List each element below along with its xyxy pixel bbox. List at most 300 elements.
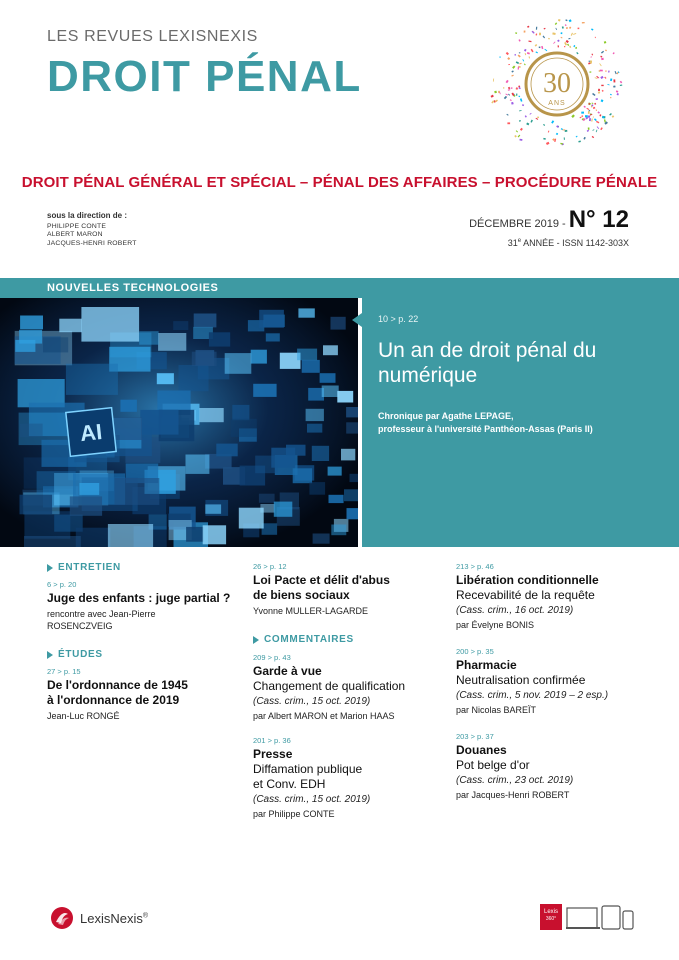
confetti-piece [506,80,509,83]
confetti-piece [539,47,541,49]
confetti-piece [520,98,523,101]
confetti-piece [558,19,561,21]
confetti-piece [601,51,604,54]
feature-pointer [352,313,362,327]
confetti-piece [503,87,504,88]
confetti-piece [573,45,575,47]
article-author: par Nicolas BAREÏT [456,705,537,715]
confetti-piece [516,87,519,90]
confetti-piece [516,94,517,96]
confetti-piece [552,32,555,35]
confetti-piece [609,113,612,116]
confetti-piece [511,75,513,77]
confetti-piece [596,121,599,124]
confetti-piece [539,33,541,36]
article-subtitle: Diffamation publique [253,762,363,776]
confetti-piece [507,122,510,124]
confetti-piece [569,27,571,29]
confetti-piece [506,52,509,55]
publisher-brand [50,906,148,930]
confetti-piece [593,116,594,117]
confetti-piece [508,64,510,65]
screen-tile [225,353,252,374]
confetti-piece [598,89,600,91]
confetti-piece [585,115,588,117]
confetti-piece [516,130,518,132]
screen-tile [323,345,338,355]
confetti-piece [563,129,566,130]
article-subtitle: Pot belge d'or [456,758,530,772]
screen-tile [232,405,249,420]
confetti-piece [536,118,539,120]
confetti-piece [491,100,494,103]
ai-label: AI [78,418,104,447]
screen-tile [298,308,314,317]
confetti-piece [573,33,576,35]
confetti-piece [592,129,594,131]
confetti-piece [604,41,607,44]
editorial-direction [47,212,137,248]
issn-text: ANNÉE - ISSN 1142-303X [521,238,629,248]
confetti-piece [569,46,571,48]
confetti-piece [592,93,595,96]
screen-tile [328,467,342,476]
confetti-piece [610,78,612,81]
confetti-piece [505,94,508,96]
confetti-piece [535,51,537,53]
confetti-piece [556,133,558,135]
article-author: par Évelyne BONIS [456,620,535,630]
confetti-piece [581,115,583,117]
confetti-piece [537,117,539,119]
confetti-piece [548,38,550,39]
confetti-piece [535,44,538,47]
brand-name [80,911,148,926]
confetti-piece [591,118,593,121]
screen-tile [43,337,68,352]
feature-category: NOUVELLES TECHNOLOGIES [47,282,219,294]
confetti-piece [529,113,531,115]
triangle-icon [47,564,53,572]
feature-author [378,410,668,436]
confetti-piece [508,89,511,91]
confetti-piece [519,139,522,141]
screen-tile [24,536,81,547]
confetti-piece [605,50,607,52]
confetti-piece [586,108,589,110]
screen-tile [194,314,217,328]
confetti-piece [600,127,603,130]
confetti-piece [524,31,526,33]
screen-tile [313,534,330,544]
confetti-piece [565,24,567,26]
screen-tile [205,504,221,513]
article-ref: 200 > p. 35 [456,647,494,656]
confetti-piece [569,19,572,22]
confetti-piece [594,118,597,121]
confetti-piece [556,125,559,128]
confetti-piece [564,42,567,46]
issue-date: DÉCEMBRE 2019 - [469,218,566,230]
confetti-piece [590,60,592,63]
confetti-piece [613,52,615,54]
confetti-piece [571,33,573,36]
article-ref: 213 > p. 46 [456,562,494,571]
feature-title[interactable]: Un an de droit pénal du numérique [378,339,597,387]
confetti-piece [604,119,606,122]
article-title[interactable]: Loi Pacte et délit d'abus [253,573,390,587]
lexis360-badge [540,904,562,930]
article-author: Jean-Luc RONGÉ [47,711,120,721]
screen-tile [76,528,111,547]
confetti-piece [562,26,564,28]
screen-tile [81,307,139,342]
confetti-piece [599,63,601,66]
confetti-piece [593,107,596,109]
confetti-piece [612,115,615,118]
article-subtitle: Changement de qualification [253,679,406,693]
screen-tile [253,384,276,397]
article-title[interactable]: Garde à vue [253,664,322,678]
confetti-piece [588,127,590,129]
confetti-piece [581,112,584,114]
confetti-piece [522,104,524,106]
screen-tile [216,444,237,457]
screen-tile [262,523,278,535]
confetti-piece [551,120,554,123]
confetti-piece [511,102,514,105]
confetti-piece [560,37,562,39]
confetti-piece [527,26,529,28]
confetti-piece [512,65,515,68]
confetti-piece [589,118,591,121]
anniversary-number: 30 [543,68,571,99]
confetti-piece [511,87,513,89]
screen-tile [203,525,226,544]
feature-category-band [0,278,679,298]
confetti-piece [604,77,606,79]
confetti-piece [511,70,513,72]
confetti-piece [588,111,590,114]
journal-title: DROIT PÉNAL [47,52,362,101]
confetti-piece [564,46,565,47]
confetti-piece [507,57,510,60]
screen-tile [344,489,358,501]
confetti-piece [541,46,543,49]
confetti-piece [520,128,523,131]
confetti-piece [518,95,520,97]
screen-tile [20,424,43,438]
confetti-piece [519,52,521,53]
screen-tile [59,319,82,333]
confetti-piece [519,120,521,122]
confetti-piece [613,85,615,87]
feature-author-line: professeur à l'université Panthéon-Assas (Paris II) [378,424,593,434]
confetti-piece [605,70,607,72]
screen-tile [307,424,322,433]
screen-tile [120,400,136,412]
confetti-piece [493,79,494,82]
confetti-piece [544,49,547,52]
confetti-piece [566,27,568,29]
article-title[interactable]: de biens sociaux [253,588,350,602]
screen-tile [19,330,42,344]
section-heading-etudes [47,649,247,660]
confetti-piece [597,112,599,114]
confetti-piece [548,131,550,133]
confetti-piece [587,130,589,132]
screen-tile [320,373,336,383]
section-heading-commentaires [253,634,453,645]
article-title[interactable]: Douanes [456,743,507,757]
confetti-piece [596,109,598,111]
screen-tile [231,419,257,437]
confetti-piece [591,28,593,30]
article-subtitle: et Conv. EDH [253,777,326,791]
screen-tile [347,508,359,519]
confetti-piece [524,63,526,65]
confetti-piece [588,116,590,118]
confetti-piece [583,137,585,140]
confetti-piece [595,77,598,79]
confetti-piece [514,135,516,138]
confetti-piece [568,38,570,40]
screen-tile [266,333,280,341]
article-title[interactable]: De l'ordonnance de 1945 [47,678,188,692]
article-author: ROSENCZVEIG [47,621,113,631]
issue-number: N° 12 [568,206,629,233]
screen-tile [337,391,353,403]
article-ref: 201 > p. 36 [253,736,291,745]
article-ref: 6 > p. 20 [47,580,77,589]
confetti-piece [617,93,619,95]
confetti-piece [515,32,517,34]
confetti-piece [601,99,604,102]
confetti-piece [583,106,585,108]
confetti-piece [504,96,507,99]
issue-info [469,206,629,248]
confetti-piece [615,71,617,74]
screen-tile [293,468,312,483]
brand-mark: ® [142,912,149,920]
confetti-piece [616,90,618,92]
confetti-piece [565,19,567,21]
badge-line: 360° [545,916,557,922]
screen-tile [259,310,284,328]
confetti-piece [602,116,604,118]
confetti-piece [592,136,594,138]
confetti-piece [595,37,596,39]
screen-tile [239,508,264,529]
screen-tile [341,449,355,461]
confetti-piece [596,130,598,133]
screen-tile [173,321,188,330]
section-heading-label: COMMENTAIRES [264,634,354,645]
article-title[interactable]: Pharmacie [456,658,517,672]
anniversary-confetti-logo [490,14,625,154]
confetti-piece [594,103,596,105]
confetti-piece [575,47,577,49]
article-author: rencontre avec Jean-Pierre [47,609,156,619]
confetti-piece [518,39,520,41]
article-author: Yvonne MULLER-LAGARDE [253,606,369,616]
devices-icon [566,904,636,930]
confetti-piece [524,49,527,52]
confetti-piece [599,114,601,116]
confetti-piece [610,94,612,96]
screen-tile [297,349,317,361]
confetti-piece [535,33,537,35]
section-heading-entretien [47,562,247,573]
confetti-piece [566,40,569,43]
confetti-piece [494,91,497,94]
confetti-piece [567,44,569,46]
triangle-icon [47,651,53,659]
column-right [456,562,656,801]
confetti-piece [590,56,592,58]
confetti-piece [578,28,580,30]
confetti-piece [601,58,603,60]
article-title[interactable]: Presse [253,747,293,761]
confetti-piece [555,22,557,25]
anniversary-label: ANS [548,100,566,107]
lexis360-devices [540,904,636,930]
screen-tile [346,407,358,417]
column-entretien-etudes [47,562,247,722]
screen-tile [286,445,306,456]
confetti-piece [592,104,594,106]
screen-tile [308,388,324,401]
confetti-piece [516,61,519,64]
confetti-piece [591,54,593,56]
confetti-piece [525,115,527,117]
confetti-piece [589,71,591,72]
confetti-piece [596,98,598,100]
digital-screens-illustration [0,298,358,547]
screen-tile [66,364,118,395]
screen-tile [192,352,217,366]
confetti-piece [530,120,532,123]
screen-tile [251,350,267,364]
screen-tile [274,502,293,517]
confetti-piece [543,36,546,39]
screen-tile [157,373,174,384]
confetti-piece [598,91,601,94]
feature-author-line: Chronique par Agathe LEPAGE, [378,411,514,421]
screen-tile [329,495,344,503]
confetti-piece [518,135,521,138]
confetti-piece [600,76,603,79]
issn-line [469,238,629,248]
screen-tile [186,455,210,474]
confetti-piece [527,52,530,54]
screen-tile [302,360,320,373]
confetti-piece [499,56,500,57]
article-subtitle: Neutralisation confirmée [456,673,586,687]
confetti-piece [491,95,494,98]
confetti-piece [578,141,581,143]
confetti-piece [564,137,565,139]
screen-tile [186,527,204,542]
confetti-piece [576,52,578,54]
screen-tile [79,483,99,495]
confetti-piece [522,59,524,61]
confetti-piece [557,40,560,43]
director-name: JACQUES-HENRI ROBERT [47,239,137,247]
triangle-icon [253,636,259,644]
screen-tile [199,408,224,422]
screen-tile [70,496,102,515]
confetti-piece [620,85,623,87]
article-citation: (Cass. crim., 15 oct. 2019) [253,696,371,707]
confetti-piece [560,143,563,145]
screen-tile [20,495,53,515]
screen-tile [306,409,324,421]
confetti-piece [506,114,508,116]
brand-name-text: LexisNexis [80,910,143,926]
confetti-piece [576,136,578,138]
confetti-piece [528,41,531,43]
column-commentaires [253,562,453,820]
screen-tile [346,422,358,433]
confetti-piece [610,97,612,99]
confetti-piece [543,124,545,126]
screen-tile [158,333,186,351]
volume-year: 31 [507,238,518,248]
director-name: ALBERT MARON [47,231,103,238]
badge-line: Lexis [543,909,558,915]
confetti-piece [546,142,550,145]
confetti-piece [580,117,582,118]
screen-tile [115,478,160,505]
confetti-piece [592,103,594,104]
article-ref: 26 > p. 12 [253,562,287,571]
section-heading-label: ÉTUDES [58,649,103,660]
article-title[interactable]: Juge des enfants : juge partial ? [47,591,231,605]
article-citation: (Cass. crim., 23 oct. 2019) [456,775,574,786]
screen-tile [108,524,153,547]
article-author: par Jacques-Henri ROBERT [456,790,570,800]
article-title[interactable]: Libération conditionnelle [456,573,599,587]
article-title[interactable]: à l'ordonnance de 2019 [47,693,180,707]
themes-line: DROIT PÉNAL GÉNÉRAL ET SPÉCIAL – PÉNAL DES AFFAIRES – PROCÉDURE PÉNALE [21,174,658,191]
screen-tile [331,317,346,330]
confetti-piece [544,28,546,30]
feature-image [0,298,358,547]
screen-tile [331,525,346,536]
screen-tile [179,365,209,391]
article-citation: (Cass. crim., 15 oct. 2019) [253,794,371,805]
article-citation: (Cass. crim., 16 oct. 2019) [456,605,574,616]
screen-tile [322,386,339,398]
confetti-piece [582,22,585,23]
volume-sup: e [517,238,522,244]
confetti-piece [536,27,537,30]
screen-tile [259,494,275,503]
screen-tile [209,332,230,346]
confetti-piece [601,85,603,86]
screen-tile [312,446,329,461]
lexisnexis-logo-icon [50,906,74,930]
confetti-piece [508,87,510,89]
confetti-piece [571,114,575,118]
confetti-piece [514,54,516,56]
confetti-piece [600,56,602,58]
confetti-piece [608,71,610,73]
screen-tile [20,316,43,330]
article-author: par Philippe CONTE [253,809,335,819]
article-author: par Albert MARON et Marion HAAS [253,711,395,721]
